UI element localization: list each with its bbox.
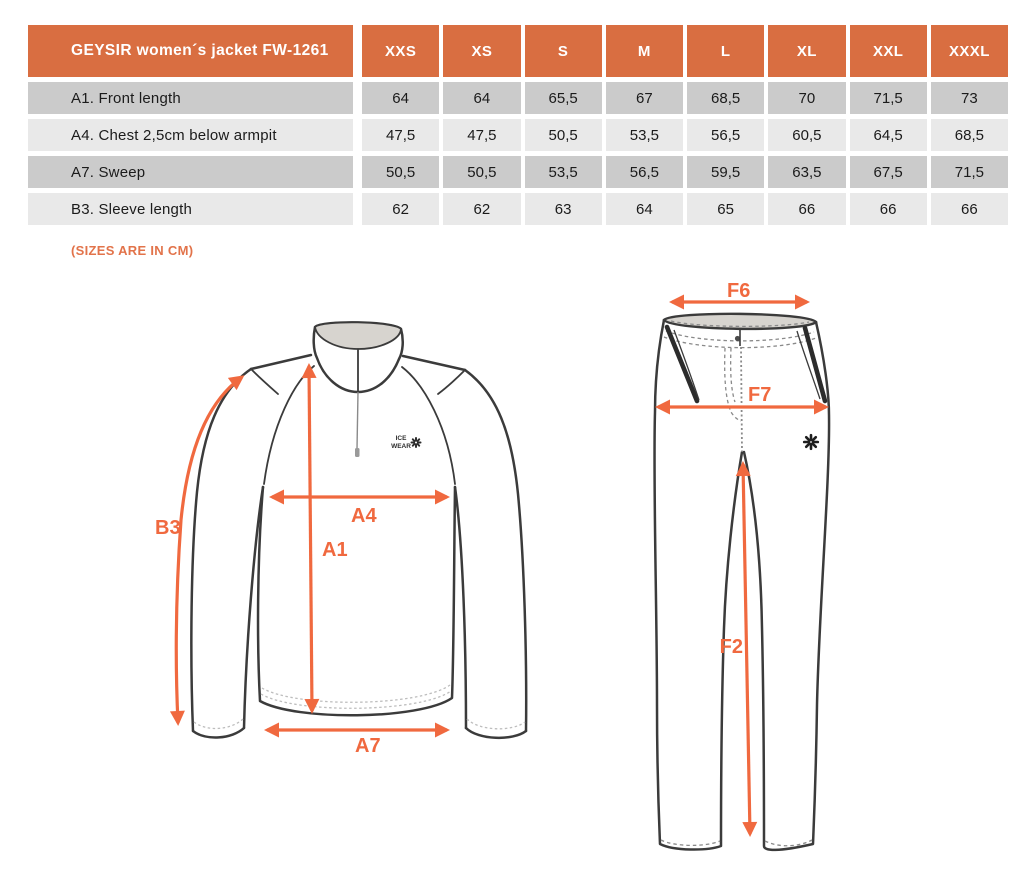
table-cell: 60,5	[768, 119, 845, 151]
size-header-s: S	[525, 25, 602, 77]
table-cell: 68,5	[687, 82, 764, 114]
table-cell: 62	[362, 193, 439, 225]
sleeve-left	[191, 369, 263, 737]
row-label-sweep: A7. Sweep	[28, 156, 353, 188]
table-cell: 64	[606, 193, 683, 225]
hem-stitch	[262, 685, 450, 702]
size-header-xxl: XXL	[850, 25, 927, 77]
table-cell: 53,5	[606, 119, 683, 151]
table-cell: 63,5	[768, 156, 845, 188]
row-label-front-length: A1. Front length	[28, 82, 353, 114]
row-label-sleeve-length: B3. Sleeve length	[28, 193, 353, 225]
table-cell: 73	[931, 82, 1008, 114]
sleeve-right	[455, 370, 526, 738]
hem-stitch	[261, 691, 451, 708]
logo-text-wear: WEAR	[391, 443, 411, 450]
table-cell: 68,5	[931, 119, 1008, 151]
table-cell: 64,5	[850, 119, 927, 151]
table-cell: 66	[768, 193, 845, 225]
shoulder-seam-left	[251, 355, 311, 369]
size-header-xs: XS	[443, 25, 520, 77]
row-label-chest: A4. Chest 2,5cm below armpit	[28, 119, 353, 151]
a4-label: A4	[351, 505, 377, 527]
table-cell: 65,5	[525, 82, 602, 114]
table-cell: 65	[687, 193, 764, 225]
table-cell: 56,5	[687, 119, 764, 151]
table-cell: 71,5	[850, 82, 927, 114]
table-cell: 67	[606, 82, 683, 114]
table-cell: 53,5	[525, 156, 602, 188]
table-cell: 50,5	[443, 156, 520, 188]
table-cell: 70	[768, 82, 845, 114]
table-title: GEYSIR women´s jacket FW-1261	[28, 25, 353, 77]
table-cell: 71,5	[931, 156, 1008, 188]
snowflake-icon	[804, 435, 818, 449]
pants-drawing	[654, 280, 829, 850]
f6-label: F6	[727, 280, 751, 302]
f7-label: F7	[748, 384, 772, 406]
table-cell: 56,5	[606, 156, 683, 188]
table-cell: 66	[931, 193, 1008, 225]
table-cell: 59,5	[687, 156, 764, 188]
collar-inner	[315, 322, 401, 349]
icewear-logo	[391, 435, 420, 450]
raglan-seam-left	[264, 366, 314, 484]
jacket-drawing	[155, 322, 526, 757]
size-header-xxs: XXS	[362, 25, 439, 77]
table-cell: 66	[850, 193, 927, 225]
waist-opening	[664, 314, 816, 329]
size-header-xxxl: XXXL	[931, 25, 1008, 77]
table-cell: 47,5	[443, 119, 520, 151]
hem-stitch	[661, 840, 720, 845]
a7-label: A7	[355, 735, 381, 757]
table-cell: 47,5	[362, 119, 439, 151]
zipper	[355, 392, 360, 457]
table-cell: 64	[443, 82, 520, 114]
snowflake-icon	[412, 438, 421, 447]
f2-arrow	[743, 464, 750, 834]
size-header-xl: XL	[768, 25, 845, 77]
table-cell: 50,5	[362, 156, 439, 188]
size-header-l: L	[687, 25, 764, 77]
a1-arrow	[309, 366, 312, 711]
size-header-m: M	[606, 25, 683, 77]
b3-label: B3	[155, 517, 181, 539]
table-cell: 62	[443, 193, 520, 225]
table-cell: 50,5	[525, 119, 602, 151]
logo-text-ice: ICE	[395, 435, 407, 442]
table-cell: 63	[525, 193, 602, 225]
f2-label: F2	[719, 636, 743, 658]
fly-stitch	[725, 330, 742, 452]
table-cell: 67,5	[850, 156, 927, 188]
sizes-note: (SIZES ARE IN CM)	[71, 243, 194, 258]
a1-label: A1	[322, 539, 348, 561]
table-cell: 64	[362, 82, 439, 114]
shoulder-piece-right	[438, 370, 465, 394]
shoulder-piece-left	[251, 369, 278, 394]
shoulder-seam-right	[403, 356, 465, 370]
raglan-seam-right	[402, 367, 455, 484]
